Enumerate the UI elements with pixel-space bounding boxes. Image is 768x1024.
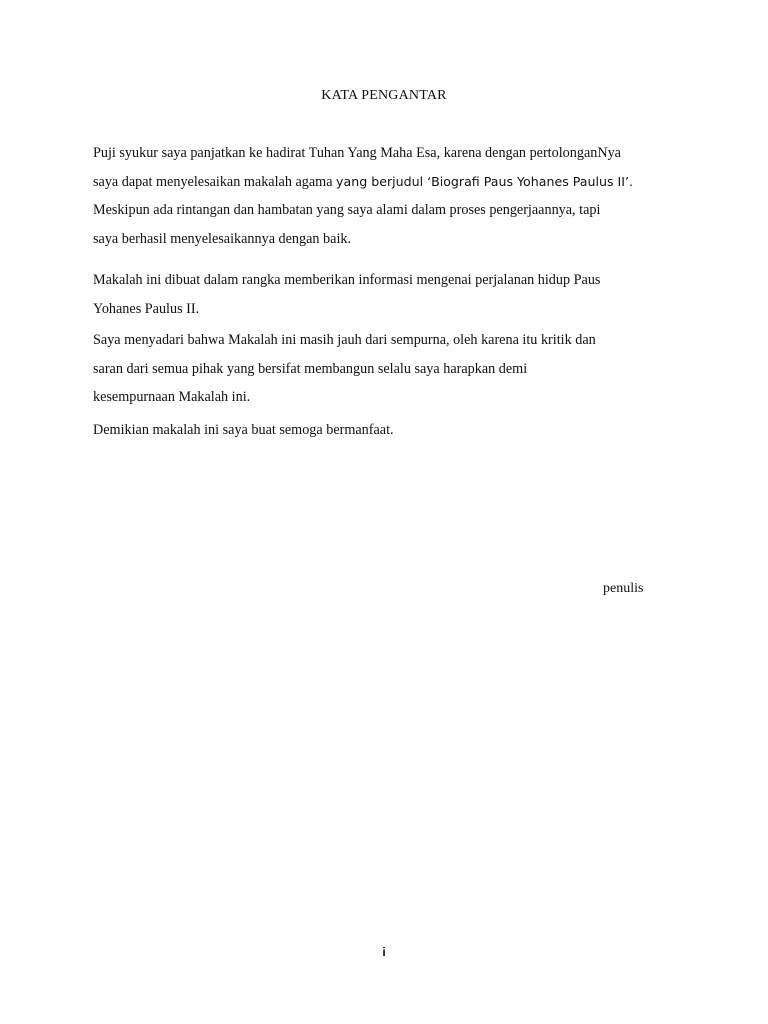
paragraph-line: Puji syukur saya panjatkan ke hadirat Tuhan Yang Maha Esa, karena dengan pertolonganNya <box>93 145 621 161</box>
page-title: KATA PENGANTAR <box>321 88 447 103</box>
paragraph-line: saya berhasil menyelesaikannya dengan baik. <box>93 230 352 247</box>
paragraph-gratitude <box>93 139 683 253</box>
paragraph-line: Makalah ini dibuat dalam rangka memberikan informasi mengenai perjalanan hidup Paus <box>93 272 601 288</box>
paragraph-line <box>93 168 683 197</box>
paragraph-feedback <box>93 326 683 412</box>
paragraph-line: saran dari semua pihak yang bersifat membangun selalu saya harapkan demi <box>93 360 528 377</box>
page-number: i <box>382 945 386 959</box>
paragraph-purpose <box>93 266 683 323</box>
paragraph-line-text: saya dapat menyelesaikan makalah agama <box>93 173 337 190</box>
author-signature: penulis <box>603 581 644 596</box>
paragraph-line: Saya menyadari bahwa Makalah ini masih jauh dari sempurna, oleh karena itu kritik dan <box>93 332 596 348</box>
paragraph-line: Demikian makalah ini saya buat semoga bermanfaat. <box>93 422 394 438</box>
paragraph-line-sans-text: yang berjudul ‘Biografi Paus Yohanes Paulus II’. <box>336 173 633 189</box>
paragraph-line: Yohanes Paulus II. <box>93 300 200 317</box>
paragraph-line: Meskipun ada rintangan dan hambatan yang saya alami dalam proses pengerjaannya, tapi <box>93 202 601 218</box>
paragraph-closing <box>93 416 683 445</box>
paragraph-line: kesempurnaan Makalah ini. <box>93 389 251 405</box>
